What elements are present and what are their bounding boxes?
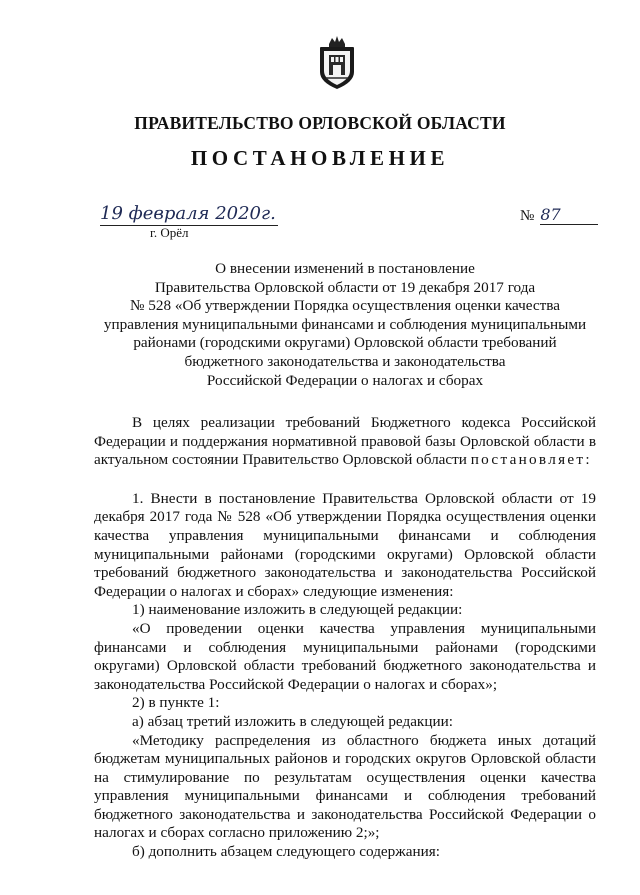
subject-line: районами (городскими округами) Орловской области требований xyxy=(133,334,557,352)
city: г. Орёл xyxy=(150,225,189,240)
paragraph-1: 1. Внести в постановление Правительства Орловской области от 19 декабря 2017 года № 528 «Об утверждении Порядка осуществления оценки качества управления муниципальными финансами и соблюдения муниципальными районами (городскими округами) Орловской области требований бюджетного законодательства и законодательства Российской Федерации о налогах и сборах» следующие изменения: xyxy=(94,489,596,600)
preamble-paragraph xyxy=(94,414,596,470)
decree-body xyxy=(94,414,596,862)
subject-line: Правительства Орловской области от 19 декабря 2017 года xyxy=(154,278,536,296)
handwritten-number: 87 xyxy=(540,205,598,225)
orel-region-coat-of-arms-icon xyxy=(316,34,358,90)
paragraph-6: «Методику распределения из областного бюджета иных дотаций бюджетам муниципальных районов и городских округов Орловской области на стимулирование по результатам осуществления оценки качества управления муниципальными финансами и соблюдения требований бюджетного законодательства и законодательства Российской Федерации о налогах и сборах согласно приложению 2;»; xyxy=(94,731,596,842)
subject-line: О внесении изменений в постановление xyxy=(215,260,475,277)
decree-subject xyxy=(90,260,600,390)
government-title: ПРАВИТЕЛЬСТВО ОРЛОВСКОЙ ОБЛАСТИ xyxy=(134,113,506,133)
document-type-title: ПОСТАНОВЛЕНИЕ xyxy=(190,146,450,170)
document-number xyxy=(520,205,598,225)
preamble-verb: постановляет: xyxy=(470,451,592,469)
paragraph-7: б) дополнить абзацем следующего содержания: xyxy=(132,843,440,861)
number-sign: № xyxy=(520,208,535,224)
handwritten-date: 19 февраля 2020г. xyxy=(100,203,278,226)
preamble-text: В целях реализации требований Бюджетного кодекса Российской Федерации и поддержания нормативной правовой базы Орловской области в актуальном состоянии Правительство Орловской области xyxy=(94,414,596,469)
paragraph-3: «О проведении оценки качества управления муниципальными финансами и соблюдения муниципальными районами (городскими округами) Орловской области требований бюджетного законодательства и законодательства Российской Федерации о налогах и сборах»; xyxy=(94,619,596,693)
subject-line: Российской Федерации о налогах и сборах xyxy=(206,371,484,389)
paragraph-2: 1) наименование изложить в следующей редакции: xyxy=(132,601,463,619)
paragraph-4: 2) в пункте 1: xyxy=(132,694,220,712)
subject-line: бюджетного законодательства и законодательства xyxy=(184,352,506,370)
subject-line: № 528 «Об утверждении Порядка осуществления оценки качества xyxy=(130,297,560,315)
paragraph-5: а) абзац третий изложить в следующей редакции: xyxy=(132,712,453,730)
subject-line: управления муниципальными финансами и соблюдения муниципальными xyxy=(103,315,587,333)
